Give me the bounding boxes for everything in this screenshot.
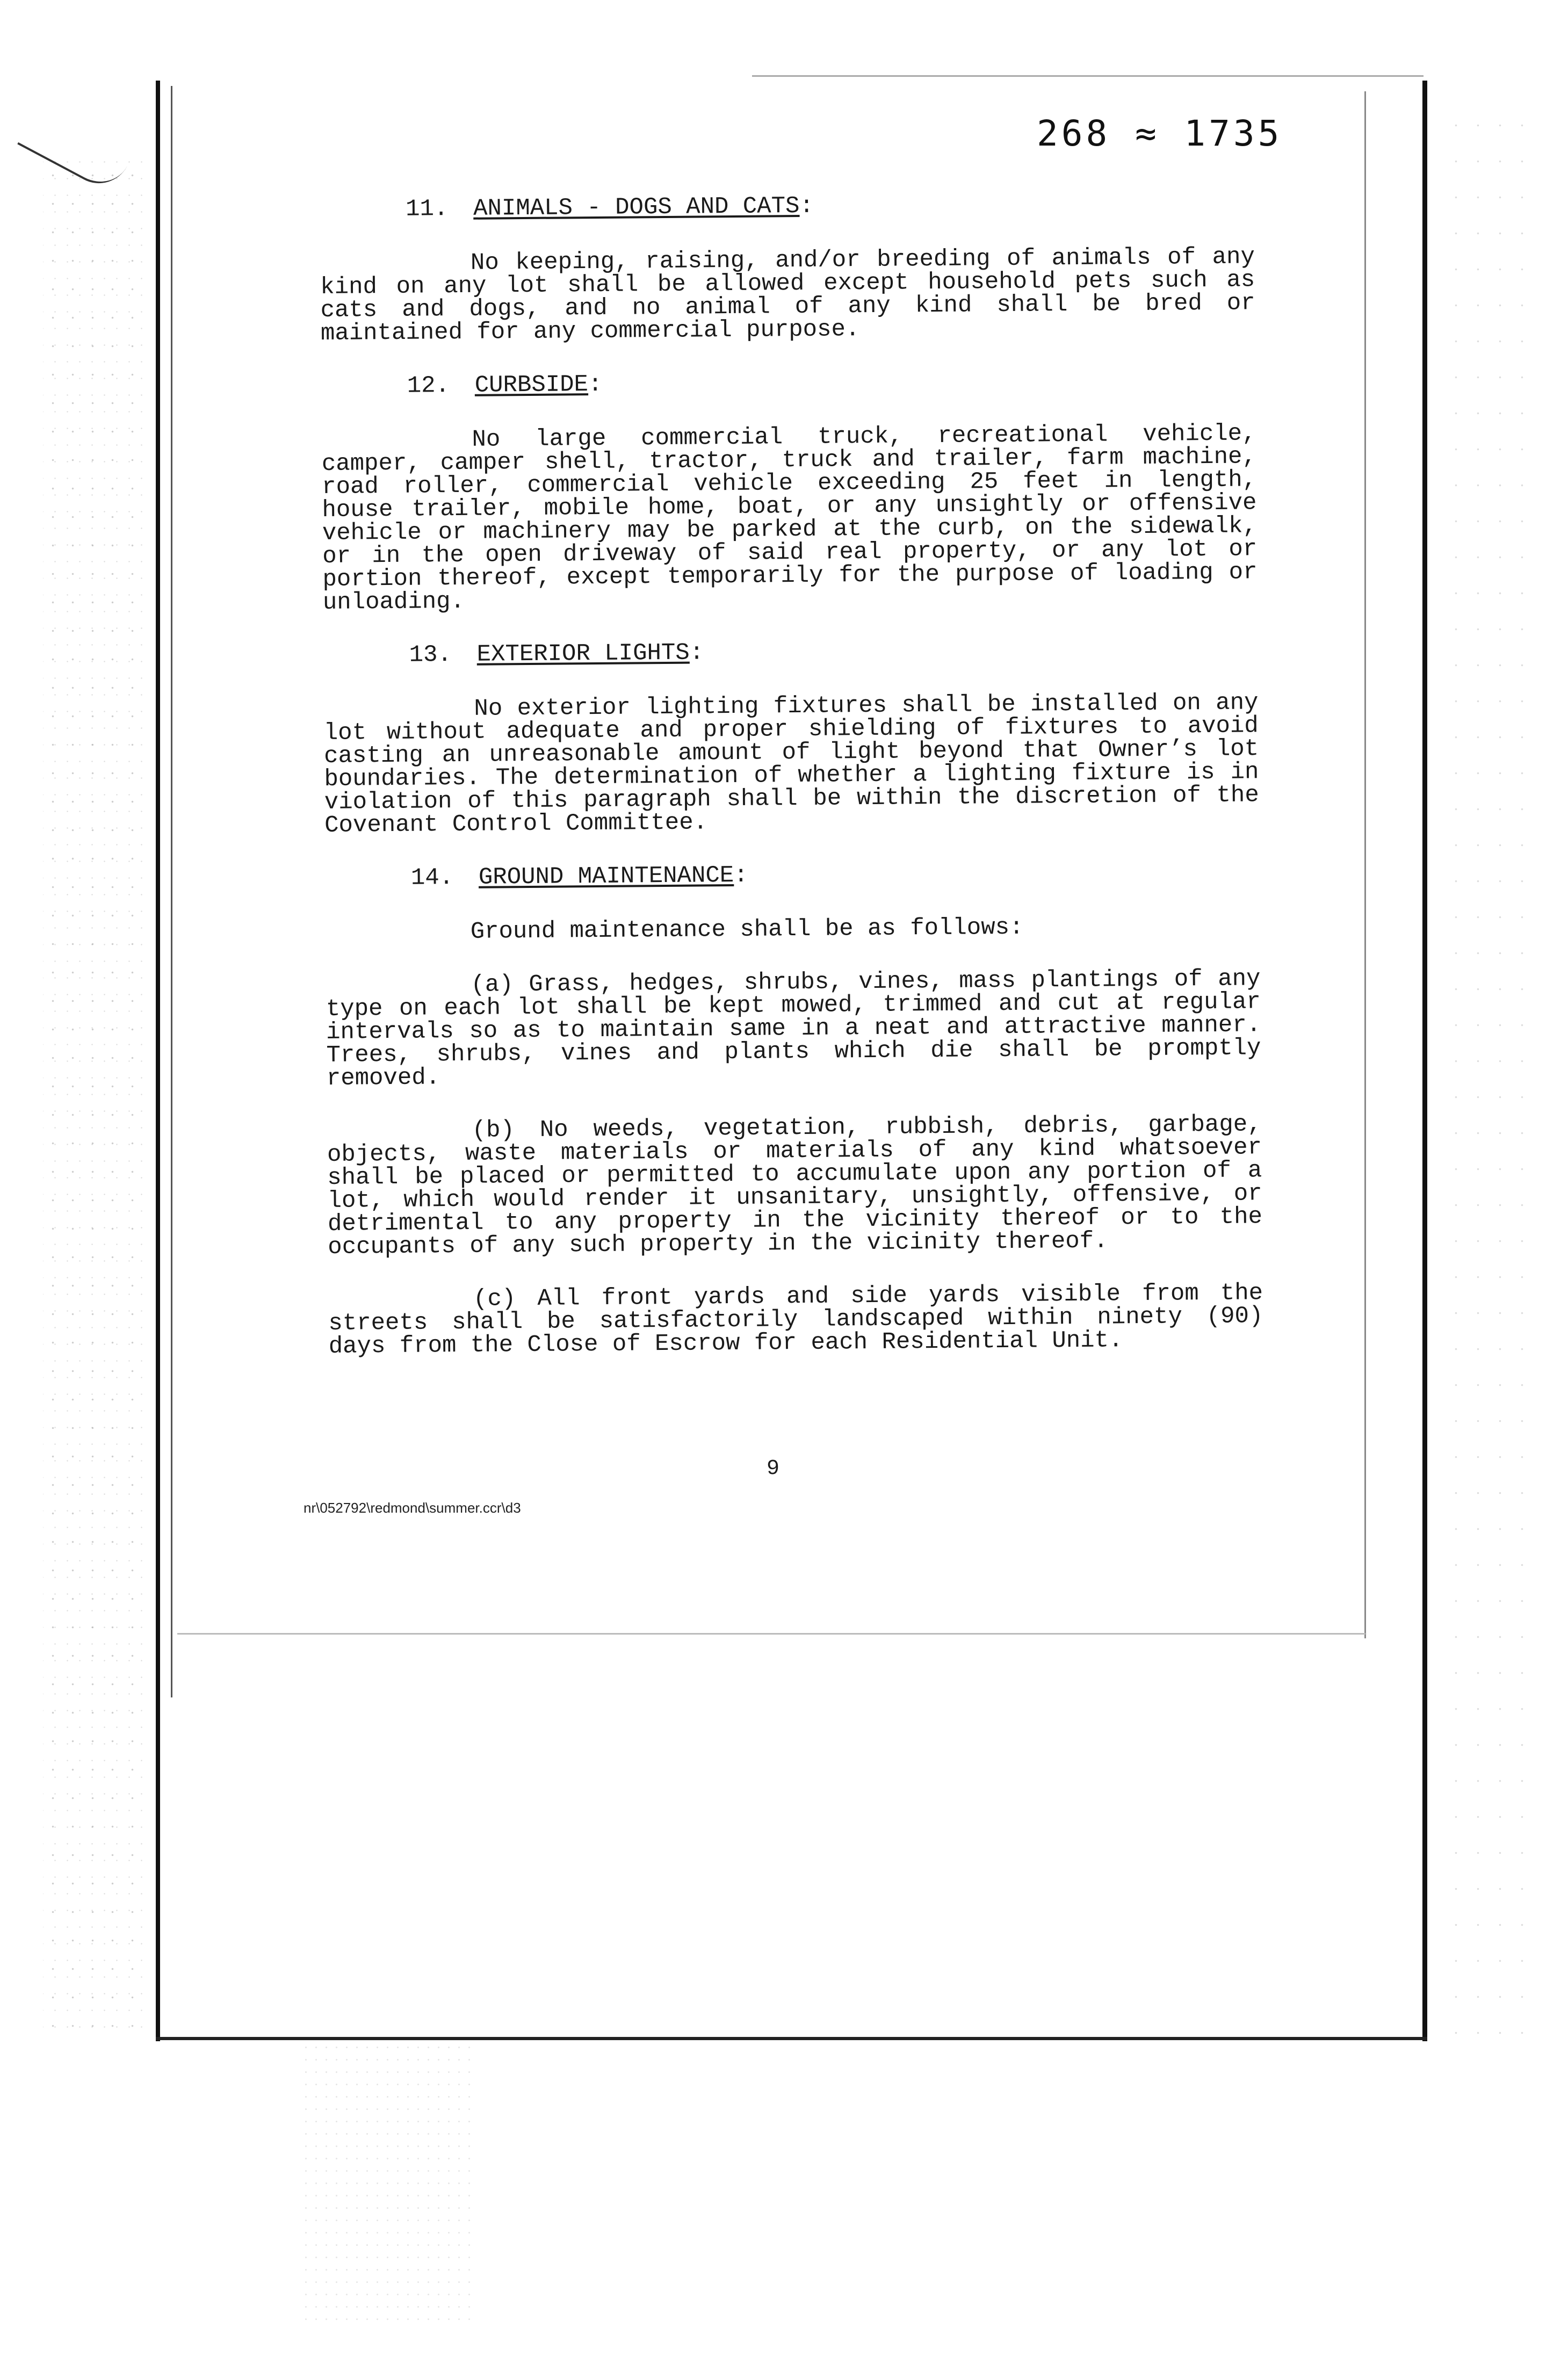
scan-noise-left — [43, 161, 150, 2041]
page-edge-right-inner — [1364, 91, 1366, 1638]
section-colon: : — [588, 371, 603, 399]
section-number: 13. — [409, 641, 452, 669]
section-paragraph: No large commercial truck, recreational vehicle, camper, camper shell, tractor, truck and trailer, farm machine, road roller, commercial vehicle exceeding 25 feet in length, house trailer, mobile home, boat, or any unsightly or offensive vehicle or machinery may be parked at the curb, on the sidewalk, or in the open driveway of said real property, or any lot or portion thereof, except temporarily for the purpose of loading or unloading. — [321, 420, 1258, 616]
section-number: 12. — [407, 372, 450, 400]
section-title: CURBSIDE — [474, 371, 589, 399]
page-edge-bottom — [156, 2037, 1427, 2040]
scan-noise-bottom — [301, 2041, 473, 2321]
subparagraph-a: (a) Grass, hedges, shrubs, vines, mass plantings of any type on each lot shall be kept mowed, trimmed and cut at regular intervals so as to maintain same in a neat and attractive manner. Trees, shrubs, vines and plants which die shall be promptly removed. — [326, 965, 1261, 1092]
section-number: 14. — [410, 864, 454, 892]
section-paragraph: No exterior lighting fixtures shall be installed on any lot without adequate and proper shielding of fixtures to avoid casting an unreasonable amount of light beyond that Owner’s lot boundaries. The determination of whether a lighting fixture is in violation of this paragraph shall be within the discretion of the Covenant Control Committee. — [323, 689, 1259, 839]
page-edge-left-inner — [171, 86, 172, 1697]
section-title: GROUND MAINTENANCE — [478, 862, 734, 891]
section-colon: : — [689, 639, 704, 667]
section-colon: : — [734, 862, 748, 889]
section-heading — [325, 860, 1260, 891]
section-colon: : — [799, 192, 814, 220]
subparagraph-c: (c) All front yards and side yards visible from the streets shall be satisfactorily landscaped within ninety (90) days from the Close of Escrow for each Residential Unit. — [328, 1280, 1263, 1360]
section-intro-line: Ground maintenance shall be as follows: — [470, 914, 1024, 945]
scan-noise-right — [1445, 107, 1526, 2041]
page-edge-top — [752, 75, 1424, 77]
file-path-label: nr\052792\redmond\summer.ccr\d3 — [304, 1500, 521, 1516]
section-title: EXTERIOR LIGHTS — [476, 639, 690, 668]
subparagraph-b: (b) No weeds, vegetation, rubbish, debris, garbage, objects, waste materials or materials of any kind whatsoever shall be placed or permitted to accumulate upon any portion of a lot, which would render it unsanitary, unsightly, offensive, or detrimental to any property in the vicinity thereof or to the occupants of any such property in the vicinity thereof. — [327, 1111, 1263, 1261]
page-edge-right — [1422, 81, 1427, 2041]
page-edge-left — [156, 81, 160, 2041]
section-title: ANIMALS - DOGS AND CATS — [473, 192, 800, 222]
document-body — [320, 191, 1263, 1389]
section-heading — [323, 637, 1258, 668]
page-reference-number: 268 ≈ 1735 — [1037, 113, 1283, 154]
section-heading — [321, 368, 1256, 399]
page-number: 9 — [767, 1457, 780, 1481]
section-paragraph: No keeping, raising, and/or breeding of animals of any kind on any lot shall be allowed except household pets such as cats and dogs, and no animal of any kind shall be bred or maintained for any commercial purpose. — [320, 243, 1255, 347]
section-heading — [320, 191, 1254, 222]
page-edge-inner-bottom — [177, 1633, 1365, 1635]
section-number: 11. — [405, 196, 449, 223]
